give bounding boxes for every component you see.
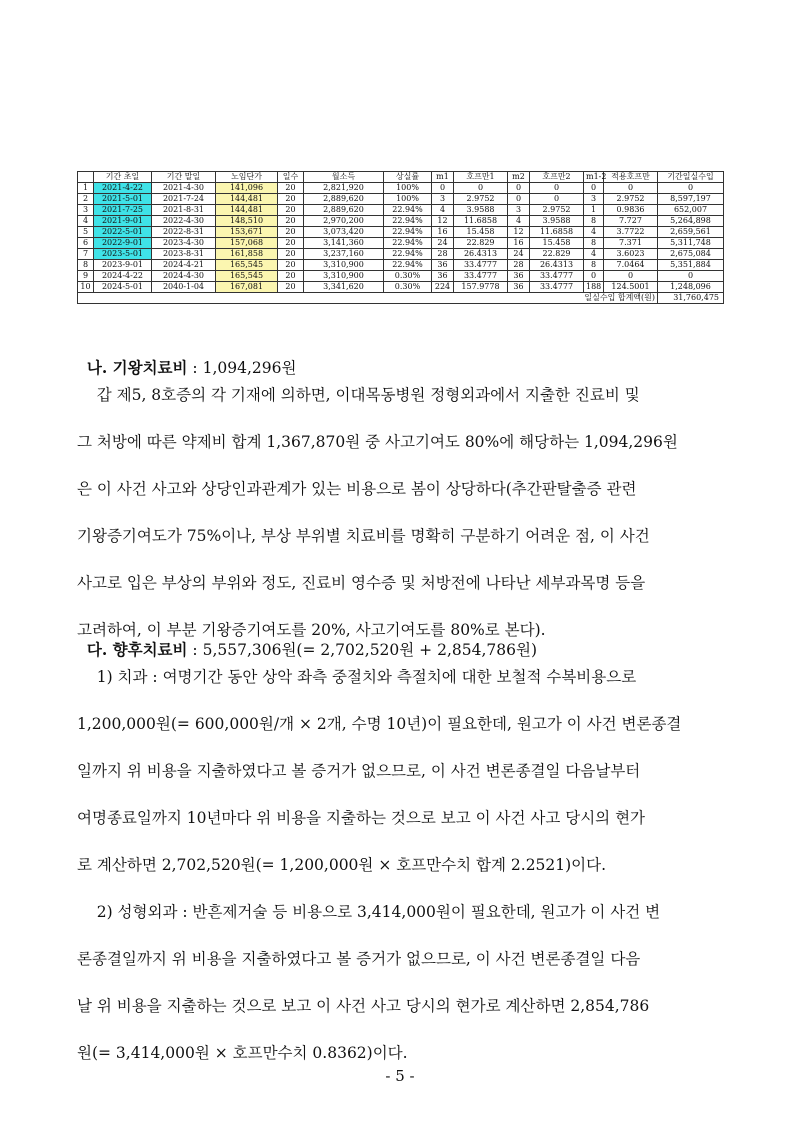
table-cell: 100% bbox=[384, 194, 432, 205]
table-cell: 22.94% bbox=[384, 216, 432, 227]
table-cell: 2024-4-22 bbox=[94, 271, 152, 282]
table-cell: 0 bbox=[604, 271, 658, 282]
table-cell: 3,310,900 bbox=[304, 271, 384, 282]
body-text-line: 2) 성형외과 : 반흔제거술 등 비용으로 3,414,000원이 필요한데, 원고가 이 사건 변 bbox=[77, 903, 661, 921]
table-cell: 20 bbox=[278, 282, 304, 293]
total-label: 일실수입 합계액(원) bbox=[78, 293, 658, 304]
table-cell: 2.9752 bbox=[530, 205, 584, 216]
table-header-cell: 기간 초일 bbox=[94, 172, 152, 183]
table-cell: 2,821,920 bbox=[304, 183, 384, 194]
section-na-amount: : 1,094,296원 bbox=[187, 359, 297, 377]
table-cell: 2023-4-30 bbox=[152, 238, 216, 249]
table-cell: 165,545 bbox=[216, 271, 278, 282]
table-cell: 4 bbox=[508, 216, 530, 227]
table-cell: 36 bbox=[432, 260, 454, 271]
body-text-line: 은 이 사건 사고와 상당인과관계가 있는 비용으로 봄이 상당하다(추간판탈출증 관련 bbox=[77, 480, 637, 498]
table-cell: 4 bbox=[78, 216, 94, 227]
table-cell: 144,481 bbox=[216, 194, 278, 205]
body-text-line: 사고로 입은 부상의 부위와 정도, 진료비 영수증 및 처방전에 나타난 세부과목명 등을 bbox=[77, 574, 646, 592]
table-cell: 8 bbox=[78, 260, 94, 271]
table-cell: 20 bbox=[278, 260, 304, 271]
table-cell: 3,310,900 bbox=[304, 260, 384, 271]
table-cell: 157,068 bbox=[216, 238, 278, 249]
body-text-line: 기왕증기여도가 75%이나, 부상 부위별 치료비를 명확히 구분하기 어려운 점, 이 사건 bbox=[77, 527, 650, 545]
table-header-cell: 적용호프만 bbox=[604, 172, 658, 183]
table-cell: 2021-8-31 bbox=[152, 205, 216, 216]
table-cell: 20 bbox=[278, 227, 304, 238]
table-cell: 33.4777 bbox=[454, 271, 508, 282]
table-cell: 188 bbox=[584, 282, 604, 293]
table-cell: 3,237,160 bbox=[304, 249, 384, 260]
table-cell: 153,671 bbox=[216, 227, 278, 238]
table-cell: 124.5001 bbox=[604, 282, 658, 293]
table-cell: 7.727 bbox=[604, 216, 658, 227]
body-text-line: 론종결일까지 위 비용을 지출하였다고 볼 증거가 없으므로, 이 사건 변론종결일 다음 bbox=[77, 950, 641, 968]
table-cell: 1,248,096 bbox=[658, 282, 724, 293]
table-cell: 24 bbox=[432, 238, 454, 249]
table-row bbox=[78, 216, 724, 227]
table-cell: 6 bbox=[78, 238, 94, 249]
table-header-cell: 호프만1 bbox=[454, 172, 508, 183]
table-header-cell: 기간일실수입 bbox=[658, 172, 724, 183]
table-cell: 2021-7-24 bbox=[152, 194, 216, 205]
table-cell: 148,510 bbox=[216, 216, 278, 227]
table-header-cell: 일수 bbox=[278, 172, 304, 183]
table-cell: 0 bbox=[658, 183, 724, 194]
table-cell: 26.4313 bbox=[454, 249, 508, 260]
table-cell: 2.9752 bbox=[604, 194, 658, 205]
table-cell: 224 bbox=[432, 282, 454, 293]
table-cell: 2,889,620 bbox=[304, 205, 384, 216]
table-row bbox=[78, 238, 724, 249]
table-cell: 3,341,620 bbox=[304, 282, 384, 293]
table-cell: 2022-4-30 bbox=[152, 216, 216, 227]
table-cell: 33.4777 bbox=[530, 271, 584, 282]
table-cell: 0 bbox=[530, 183, 584, 194]
table-cell: 2023-9-01 bbox=[94, 260, 152, 271]
table-cell: 11.6858 bbox=[454, 216, 508, 227]
table-cell: 20 bbox=[278, 183, 304, 194]
table-cell: 0.30% bbox=[384, 271, 432, 282]
table-cell: 36 bbox=[508, 271, 530, 282]
table-cell: 3 bbox=[78, 205, 94, 216]
table-row bbox=[78, 194, 724, 205]
table-cell: 0.9836 bbox=[604, 205, 658, 216]
table-header-cell: m1-2 bbox=[584, 172, 604, 183]
lost-income-table bbox=[77, 171, 724, 304]
table-cell: 8 bbox=[584, 216, 604, 227]
table-header-cell: 기간 말일 bbox=[152, 172, 216, 183]
body-text-line: 날 위 비용을 지출하는 것으로 보고 이 사건 사고 당시의 현가로 계산하면 2,854,786 bbox=[77, 997, 650, 1015]
table-cell: 141,096 bbox=[216, 183, 278, 194]
table-cell: 2 bbox=[78, 194, 94, 205]
table-cell: 8 bbox=[584, 238, 604, 249]
table-cell: 4 bbox=[584, 227, 604, 238]
table-cell: 5,351,884 bbox=[658, 260, 724, 271]
body-text-line: 고려하여, 이 부분 기왕증기여도를 20%, 사고기여도를 80%로 본다). bbox=[77, 621, 546, 639]
table-cell: 0 bbox=[508, 194, 530, 205]
table-cell: 26.4313 bbox=[530, 260, 584, 271]
table-cell: 22.829 bbox=[454, 238, 508, 249]
table-cell: 33.4777 bbox=[530, 282, 584, 293]
table-cell: 167,081 bbox=[216, 282, 278, 293]
table-cell: 0 bbox=[432, 183, 454, 194]
table-row bbox=[78, 282, 724, 293]
table-cell: 2023-5-01 bbox=[94, 249, 152, 260]
table-cell: 144,481 bbox=[216, 205, 278, 216]
body-text-line: 여명종료일까지 10년마다 위 비용을 지출하는 것으로 보고 이 사건 사고 당시의 현가 bbox=[77, 809, 646, 827]
table-header-cell: 노임단가 bbox=[216, 172, 278, 183]
table-cell: 22.94% bbox=[384, 249, 432, 260]
table-cell: 22.94% bbox=[384, 227, 432, 238]
table-cell: 3 bbox=[508, 205, 530, 216]
table-cell: 15.458 bbox=[454, 227, 508, 238]
table-cell: 652,007 bbox=[658, 205, 724, 216]
table-cell: 3,073,420 bbox=[304, 227, 384, 238]
table-row bbox=[78, 227, 724, 238]
table-cell: 22.94% bbox=[384, 205, 432, 216]
table-total-row bbox=[78, 293, 724, 304]
table-cell: 3.9588 bbox=[530, 216, 584, 227]
table-cell: 2,675,084 bbox=[658, 249, 724, 260]
table-cell: 2021-5-01 bbox=[94, 194, 152, 205]
table-cell: 8,597,197 bbox=[658, 194, 724, 205]
table-cell: 15.458 bbox=[530, 238, 584, 249]
table-cell: 11.6858 bbox=[530, 227, 584, 238]
table-cell: 0 bbox=[584, 183, 604, 194]
table-cell: 2024-5-01 bbox=[94, 282, 152, 293]
body-text-line: 원(= 3,414,000원 × 호프만수치 0.8362)이다. bbox=[77, 1044, 408, 1062]
table-row bbox=[78, 260, 724, 271]
table-header-cell bbox=[78, 172, 94, 183]
table-cell: 20 bbox=[278, 216, 304, 227]
table-cell: 12 bbox=[508, 227, 530, 238]
section-da-amount: : 5,557,306원(= 2,702,520원 + 2,854,786원) bbox=[187, 641, 538, 659]
table-cell: 3 bbox=[584, 194, 604, 205]
table-cell: 16 bbox=[508, 238, 530, 249]
table-cell: 22.829 bbox=[530, 249, 584, 260]
table-cell: 4 bbox=[584, 249, 604, 260]
table-cell: 2021-9-01 bbox=[94, 216, 152, 227]
table-cell: 3 bbox=[432, 194, 454, 205]
table-header-cell: m2 bbox=[508, 172, 530, 183]
table-cell: 5,264,898 bbox=[658, 216, 724, 227]
section-da-heading: 다. 향후치료비 bbox=[86, 640, 188, 659]
table-cell: 8 bbox=[584, 260, 604, 271]
table-cell: 33.4777 bbox=[454, 260, 508, 271]
table-cell: 7 bbox=[78, 249, 94, 260]
body-text-line: 갑 제5, 8호증의 각 기재에 의하면, 이대목동병원 정형외과에서 지출한 진료비 및 bbox=[77, 386, 640, 404]
table-cell: 7.0464 bbox=[604, 260, 658, 271]
table-cell: 2022-5-01 bbox=[94, 227, 152, 238]
table-cell: 3,141,360 bbox=[304, 238, 384, 249]
table-row bbox=[78, 271, 724, 282]
table-cell: 10 bbox=[78, 282, 94, 293]
table-cell: 5 bbox=[78, 227, 94, 238]
body-text-line: 1) 치과 : 여명기간 동안 상악 좌측 중절치와 측절치에 대한 보철적 수복비용으로 bbox=[77, 668, 637, 686]
body-text-line: 로 계산하면 2,702,520원(= 1,200,000원 × 호프만수치 합계 2.2521)이다. bbox=[77, 856, 607, 874]
table-cell: 2023-8-31 bbox=[152, 249, 216, 260]
section-da-heading-line bbox=[77, 620, 723, 660]
table-cell: 165,545 bbox=[216, 260, 278, 271]
table-row bbox=[78, 205, 724, 216]
table-cell: 2024-4-21 bbox=[152, 260, 216, 271]
table-cell: 2,889,620 bbox=[304, 194, 384, 205]
section-na-heading: 나. 기왕치료비 bbox=[86, 358, 188, 377]
table-cell: 2,970,200 bbox=[304, 216, 384, 227]
table-cell: 22.94% bbox=[384, 260, 432, 271]
table-cell: 2024-4-30 bbox=[152, 271, 216, 282]
body-text-line: 그 처방에 따른 약제비 합계 1,367,870원 중 사고기여도 80%에 해당하는 1,094,296원 bbox=[77, 433, 678, 451]
table-cell: 0 bbox=[530, 194, 584, 205]
table-cell: 0 bbox=[454, 183, 508, 194]
table-cell: 157.9778 bbox=[454, 282, 508, 293]
table-header-row bbox=[78, 172, 724, 183]
table-cell: 28 bbox=[432, 249, 454, 260]
body-text-line: 일까지 위 비용을 지출하였다고 볼 증거가 없으므로, 이 사건 변론종결일 다음날부터 bbox=[77, 762, 641, 780]
table-cell: 3.6023 bbox=[604, 249, 658, 260]
table-cell: 28 bbox=[508, 260, 530, 271]
table-cell: 36 bbox=[508, 282, 530, 293]
table-cell: 16 bbox=[432, 227, 454, 238]
table-cell: 0.30% bbox=[384, 282, 432, 293]
table-cell: 1 bbox=[584, 205, 604, 216]
table-cell: 2021-4-30 bbox=[152, 183, 216, 194]
table-cell: 2040-1-04 bbox=[152, 282, 216, 293]
total-value: 31,760,475 bbox=[658, 293, 724, 304]
table-cell: 3.7722 bbox=[604, 227, 658, 238]
table-cell: 2022-8-31 bbox=[152, 227, 216, 238]
section-na-heading-line bbox=[77, 338, 723, 378]
table-cell: 24 bbox=[508, 249, 530, 260]
table-header-cell: 월소득 bbox=[304, 172, 384, 183]
table-cell: 0 bbox=[658, 271, 724, 282]
table-cell: 2021-7-25 bbox=[94, 205, 152, 216]
table-cell: 22.94% bbox=[384, 238, 432, 249]
table-cell: 36 bbox=[432, 271, 454, 282]
lost-income-table-wrap bbox=[77, 171, 723, 304]
table-cell: 0 bbox=[508, 183, 530, 194]
table-row bbox=[78, 183, 724, 194]
table-cell: 20 bbox=[278, 271, 304, 282]
table-cell: 100% bbox=[384, 183, 432, 194]
table-cell: 0 bbox=[604, 183, 658, 194]
table-cell: 2.9752 bbox=[454, 194, 508, 205]
table-cell: 9 bbox=[78, 271, 94, 282]
table-header-cell: 호프만2 bbox=[530, 172, 584, 183]
table-cell: 20 bbox=[278, 194, 304, 205]
table-cell: 20 bbox=[278, 205, 304, 216]
table-cell: 20 bbox=[278, 238, 304, 249]
table-cell: 2021-4-22 bbox=[94, 183, 152, 194]
table-cell: 20 bbox=[278, 249, 304, 260]
table-cell: 3.9588 bbox=[454, 205, 508, 216]
table-cell: 12 bbox=[432, 216, 454, 227]
table-row bbox=[78, 249, 724, 260]
table-cell: 7.371 bbox=[604, 238, 658, 249]
page-number: - 5 - bbox=[385, 1067, 415, 1085]
table-cell: 2,659,561 bbox=[658, 227, 724, 238]
table-header-cell: m1 bbox=[432, 172, 454, 183]
table-cell: 5,311,748 bbox=[658, 238, 724, 249]
table-cell: 161,858 bbox=[216, 249, 278, 260]
table-header-cell: 상실률 bbox=[384, 172, 432, 183]
table-cell: 0 bbox=[584, 271, 604, 282]
body-text-line: 1,200,000원(= 600,000원/개 × 2개, 수명 10년)이 필요한데, 원고가 이 사건 변론종결 bbox=[77, 715, 682, 733]
table-cell: 4 bbox=[432, 205, 454, 216]
table-cell: 2022-9-01 bbox=[94, 238, 152, 249]
table-cell: 1 bbox=[78, 183, 94, 194]
